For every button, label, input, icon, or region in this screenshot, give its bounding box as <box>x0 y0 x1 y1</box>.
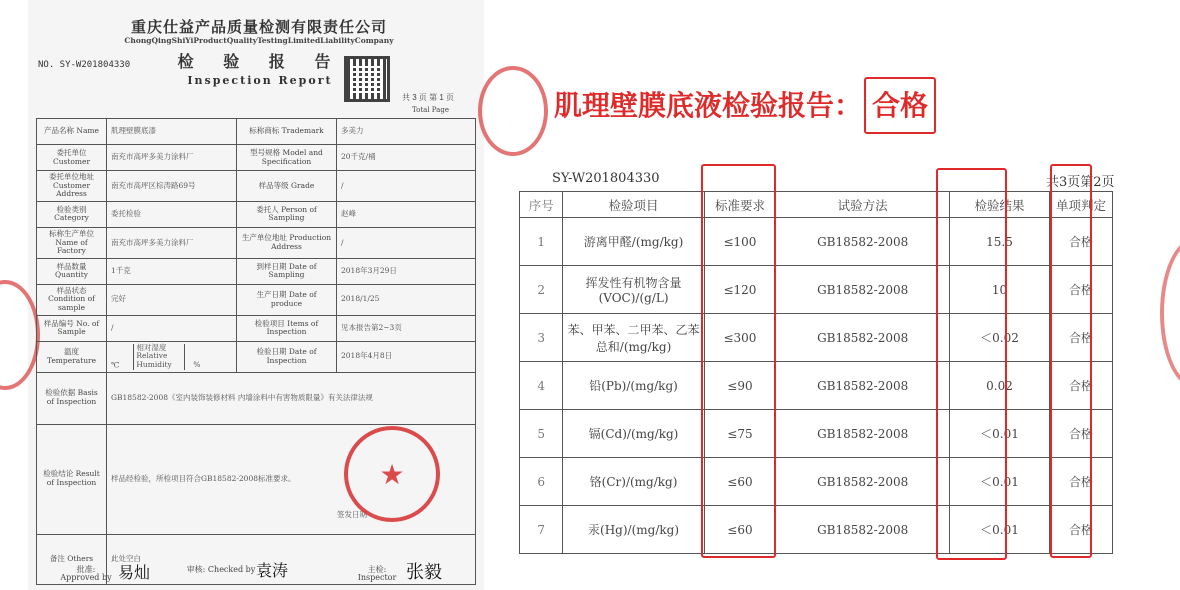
test-item: 汞(Hg)/(mg/kg) <box>563 506 704 554</box>
info-value: 南充市高坪多美力涂料厂 <box>107 227 237 258</box>
info-row <box>37 119 476 145</box>
info-label2: 标称商标 Trademark <box>237 119 337 145</box>
info-value <box>107 341 237 372</box>
table-row <box>520 218 1113 266</box>
row-number: 5 <box>520 410 563 458</box>
test-method: GB18582-2008 <box>776 458 950 506</box>
info-row <box>37 258 476 284</box>
info-row <box>37 201 476 227</box>
info-label2: 样品等级 Grade <box>237 171 337 202</box>
checked-label: 审核: Checked by <box>186 565 256 574</box>
result-text: 样品经检验，所检项目符合GB18582-2008标准要求。 <box>111 473 296 483</box>
report-number: NO. SY-W201804330 <box>38 60 131 70</box>
highlight-judgement-column <box>1050 164 1092 558</box>
judgement: 合格 <box>1049 458 1112 506</box>
judgement: 合格 <box>1049 218 1112 266</box>
info-value: 1千克 <box>107 258 237 284</box>
right-report-number: SY-W201804330 <box>552 171 660 186</box>
info-row <box>37 145 476 171</box>
row-number: 1 <box>520 218 563 266</box>
info-label2: 生产日期 Date of produce <box>237 284 337 315</box>
judgement: 合格 <box>1049 266 1112 314</box>
qr-code-icon <box>344 56 390 102</box>
official-seal-stamp <box>344 426 440 522</box>
info-value: 肌理壁膜底漆 <box>107 119 237 145</box>
info-row <box>37 284 476 315</box>
headline <box>554 84 936 124</box>
info-value2: 见本报告第2~3页 <box>337 315 476 341</box>
info-value2: 20千克/桶 <box>337 145 476 171</box>
humidity-unit: % <box>193 359 201 369</box>
info-value2: 2018年3月29日 <box>337 258 476 284</box>
star-icon: ★ <box>379 457 405 491</box>
info-label2: 到样日期 Date of Sampling <box>237 258 337 284</box>
test-results-table <box>519 191 1113 554</box>
partial-seal-right-edge <box>1160 238 1180 388</box>
info-label: 委托单位 Customer <box>37 145 107 171</box>
approved-label: 批准: Approved by <box>60 565 112 582</box>
info-value: / <box>107 315 237 341</box>
test-method: GB18582-2008 <box>776 314 950 362</box>
test-method: GB18582-2008 <box>776 362 950 410</box>
table-row <box>520 458 1113 506</box>
table-row <box>520 314 1113 362</box>
info-label: 样品状态 Condition of sample <box>37 284 107 315</box>
info-label: 产品名称 Name <box>37 119 107 145</box>
standard-requirement: ≤60 <box>704 506 776 554</box>
judgement: 合格 <box>1049 506 1112 554</box>
page-indicator-en: Total Page <box>412 106 449 114</box>
info-label: 样品数量 Quantity <box>37 258 107 284</box>
partial-seal-top-middle <box>478 66 548 156</box>
info-label2: 生产单位地址 Production Address <box>237 227 337 258</box>
approved-signature: 易灿 <box>118 563 151 582</box>
info-label: 委托单位地址 Customer Address <box>37 171 107 202</box>
right-page-indicator: 共3页第2页 <box>1046 175 1115 190</box>
basis-row <box>37 372 476 424</box>
others-label: 备注 Others <box>37 534 107 584</box>
basis-label: 检验依据 Basis of Inspection <box>37 372 107 424</box>
others-value: 此处空白 <box>107 534 476 584</box>
col-header: 序号 <box>520 192 563 218</box>
col-header: 检验项目 <box>563 192 704 218</box>
test-item: 苯、甲苯、二甲苯、乙苯总和/(mg/kg) <box>563 314 704 362</box>
info-label: 标称生产单位 Name of Factory <box>37 227 107 258</box>
test-method: GB18582-2008 <box>776 266 950 314</box>
test-result: 15.5 <box>950 218 1050 266</box>
standard-requirement: ≤90 <box>704 362 776 410</box>
test-method: GB18582-2008 <box>776 218 950 266</box>
inspector-signature: 张毅 <box>406 562 442 583</box>
company-name-cn: 重庆仕益产品质量检测有限责任公司 <box>130 18 387 36</box>
table-row <box>520 362 1113 410</box>
judgement: 合格 <box>1049 410 1112 458</box>
info-row <box>37 341 476 372</box>
test-result: 10 <box>950 266 1050 314</box>
info-label2: 检验项目 Items of Inspection <box>237 315 337 341</box>
temperature-unit: ℃ <box>111 359 120 369</box>
col-header: 检验结果 <box>950 192 1050 218</box>
info-value: 南充市高坪多美力涂料厂 <box>107 145 237 171</box>
col-header: 标准要求 <box>704 192 776 218</box>
basis-value: GB18582-2008《室内装饰装修材料 内墙涂料中有害物质限量》有关法律法规 <box>107 372 476 424</box>
info-label: 样品编号 No. of Sample <box>37 315 107 341</box>
page-indicator: 共 3 页 第 1 页 <box>402 93 455 102</box>
info-value2: 多美力 <box>337 119 476 145</box>
standard-requirement: ≤75 <box>704 410 776 458</box>
company-name-en: ChongQingShiYiProductQualityTestingLimitedLiabilityCompany <box>124 36 394 45</box>
standard-requirement: ≤300 <box>704 314 776 362</box>
result-label: 检验结论 Result of Inspection <box>37 424 107 534</box>
row-number: 3 <box>520 314 563 362</box>
test-result: ＜0.01 <box>950 458 1050 506</box>
info-value2: 2018年4月8日 <box>337 341 476 372</box>
test-result: ＜0.01 <box>950 410 1050 458</box>
test-method: GB18582-2008 <box>776 410 950 458</box>
table-header-row <box>520 192 1113 218</box>
standard-requirement: ≤100 <box>704 218 776 266</box>
test-result: ＜0.02 <box>950 314 1050 362</box>
headline-text: 肌理壁膜底液检验报告： <box>554 89 863 122</box>
report-title-cn: 检 验 报 告 <box>177 52 343 71</box>
test-item: 挥发性有机物含量(VOC)/(g/L) <box>563 266 704 314</box>
row-number: 4 <box>520 362 563 410</box>
info-value2: / <box>337 171 476 202</box>
col-header: 试验方法 <box>776 192 950 218</box>
headline-verdict: 合格 <box>864 77 936 134</box>
info-label2: 型号规格 Model and Specification <box>237 145 337 171</box>
test-item: 铬(Cr)/(mg/kg) <box>563 458 704 506</box>
info-label2: 检验日期 Date of Inspection <box>237 341 337 372</box>
info-value2: 2018/1/25 <box>337 284 476 315</box>
highlight-standard-column <box>701 164 776 558</box>
inspector-label: 主检: Inspector <box>357 565 397 582</box>
info-value2: / <box>337 227 476 258</box>
info-label2: 委托人 Person of Sampling <box>237 201 337 227</box>
issue-label: 签发日期 <box>337 509 367 519</box>
info-row <box>37 227 476 258</box>
test-result: ＜0.01 <box>950 506 1050 554</box>
info-value: 委托检验 <box>107 201 237 227</box>
info-label: 温度 Temperature <box>37 341 107 372</box>
highlight-result-column <box>936 168 1007 560</box>
row-number: 2 <box>520 266 563 314</box>
test-item: 镉(Cd)/(mg/kg) <box>563 410 704 458</box>
test-result: 0.02 <box>950 362 1050 410</box>
standard-requirement: ≤120 <box>704 266 776 314</box>
report-title-en: Inspection Report <box>187 74 333 87</box>
test-method: GB18582-2008 <box>776 506 950 554</box>
info-value: 完好 <box>107 284 237 315</box>
checked-signature: 袁涛 <box>256 561 289 580</box>
judgement: 合格 <box>1049 362 1112 410</box>
judgement: 合格 <box>1049 314 1112 362</box>
info-row <box>37 315 476 341</box>
table-row <box>520 506 1113 554</box>
col-header: 单项判定 <box>1049 192 1112 218</box>
row-number: 6 <box>520 458 563 506</box>
row-number: 7 <box>520 506 563 554</box>
test-item: 铅(Pb)/(mg/kg) <box>563 362 704 410</box>
signature-row <box>56 562 476 588</box>
table-row <box>520 266 1113 314</box>
humidity-label: 相对湿度 Relative Humidity <box>133 344 185 370</box>
info-label: 检验类别 Category <box>37 201 107 227</box>
test-item: 游离甲醛/(mg/kg) <box>563 218 704 266</box>
standard-requirement: ≤60 <box>704 458 776 506</box>
info-row <box>37 171 476 202</box>
info-value2: 赵峰 <box>337 201 476 227</box>
info-value: 南充市高坪区棕涛路69号 <box>107 171 237 202</box>
table-row <box>520 410 1113 458</box>
